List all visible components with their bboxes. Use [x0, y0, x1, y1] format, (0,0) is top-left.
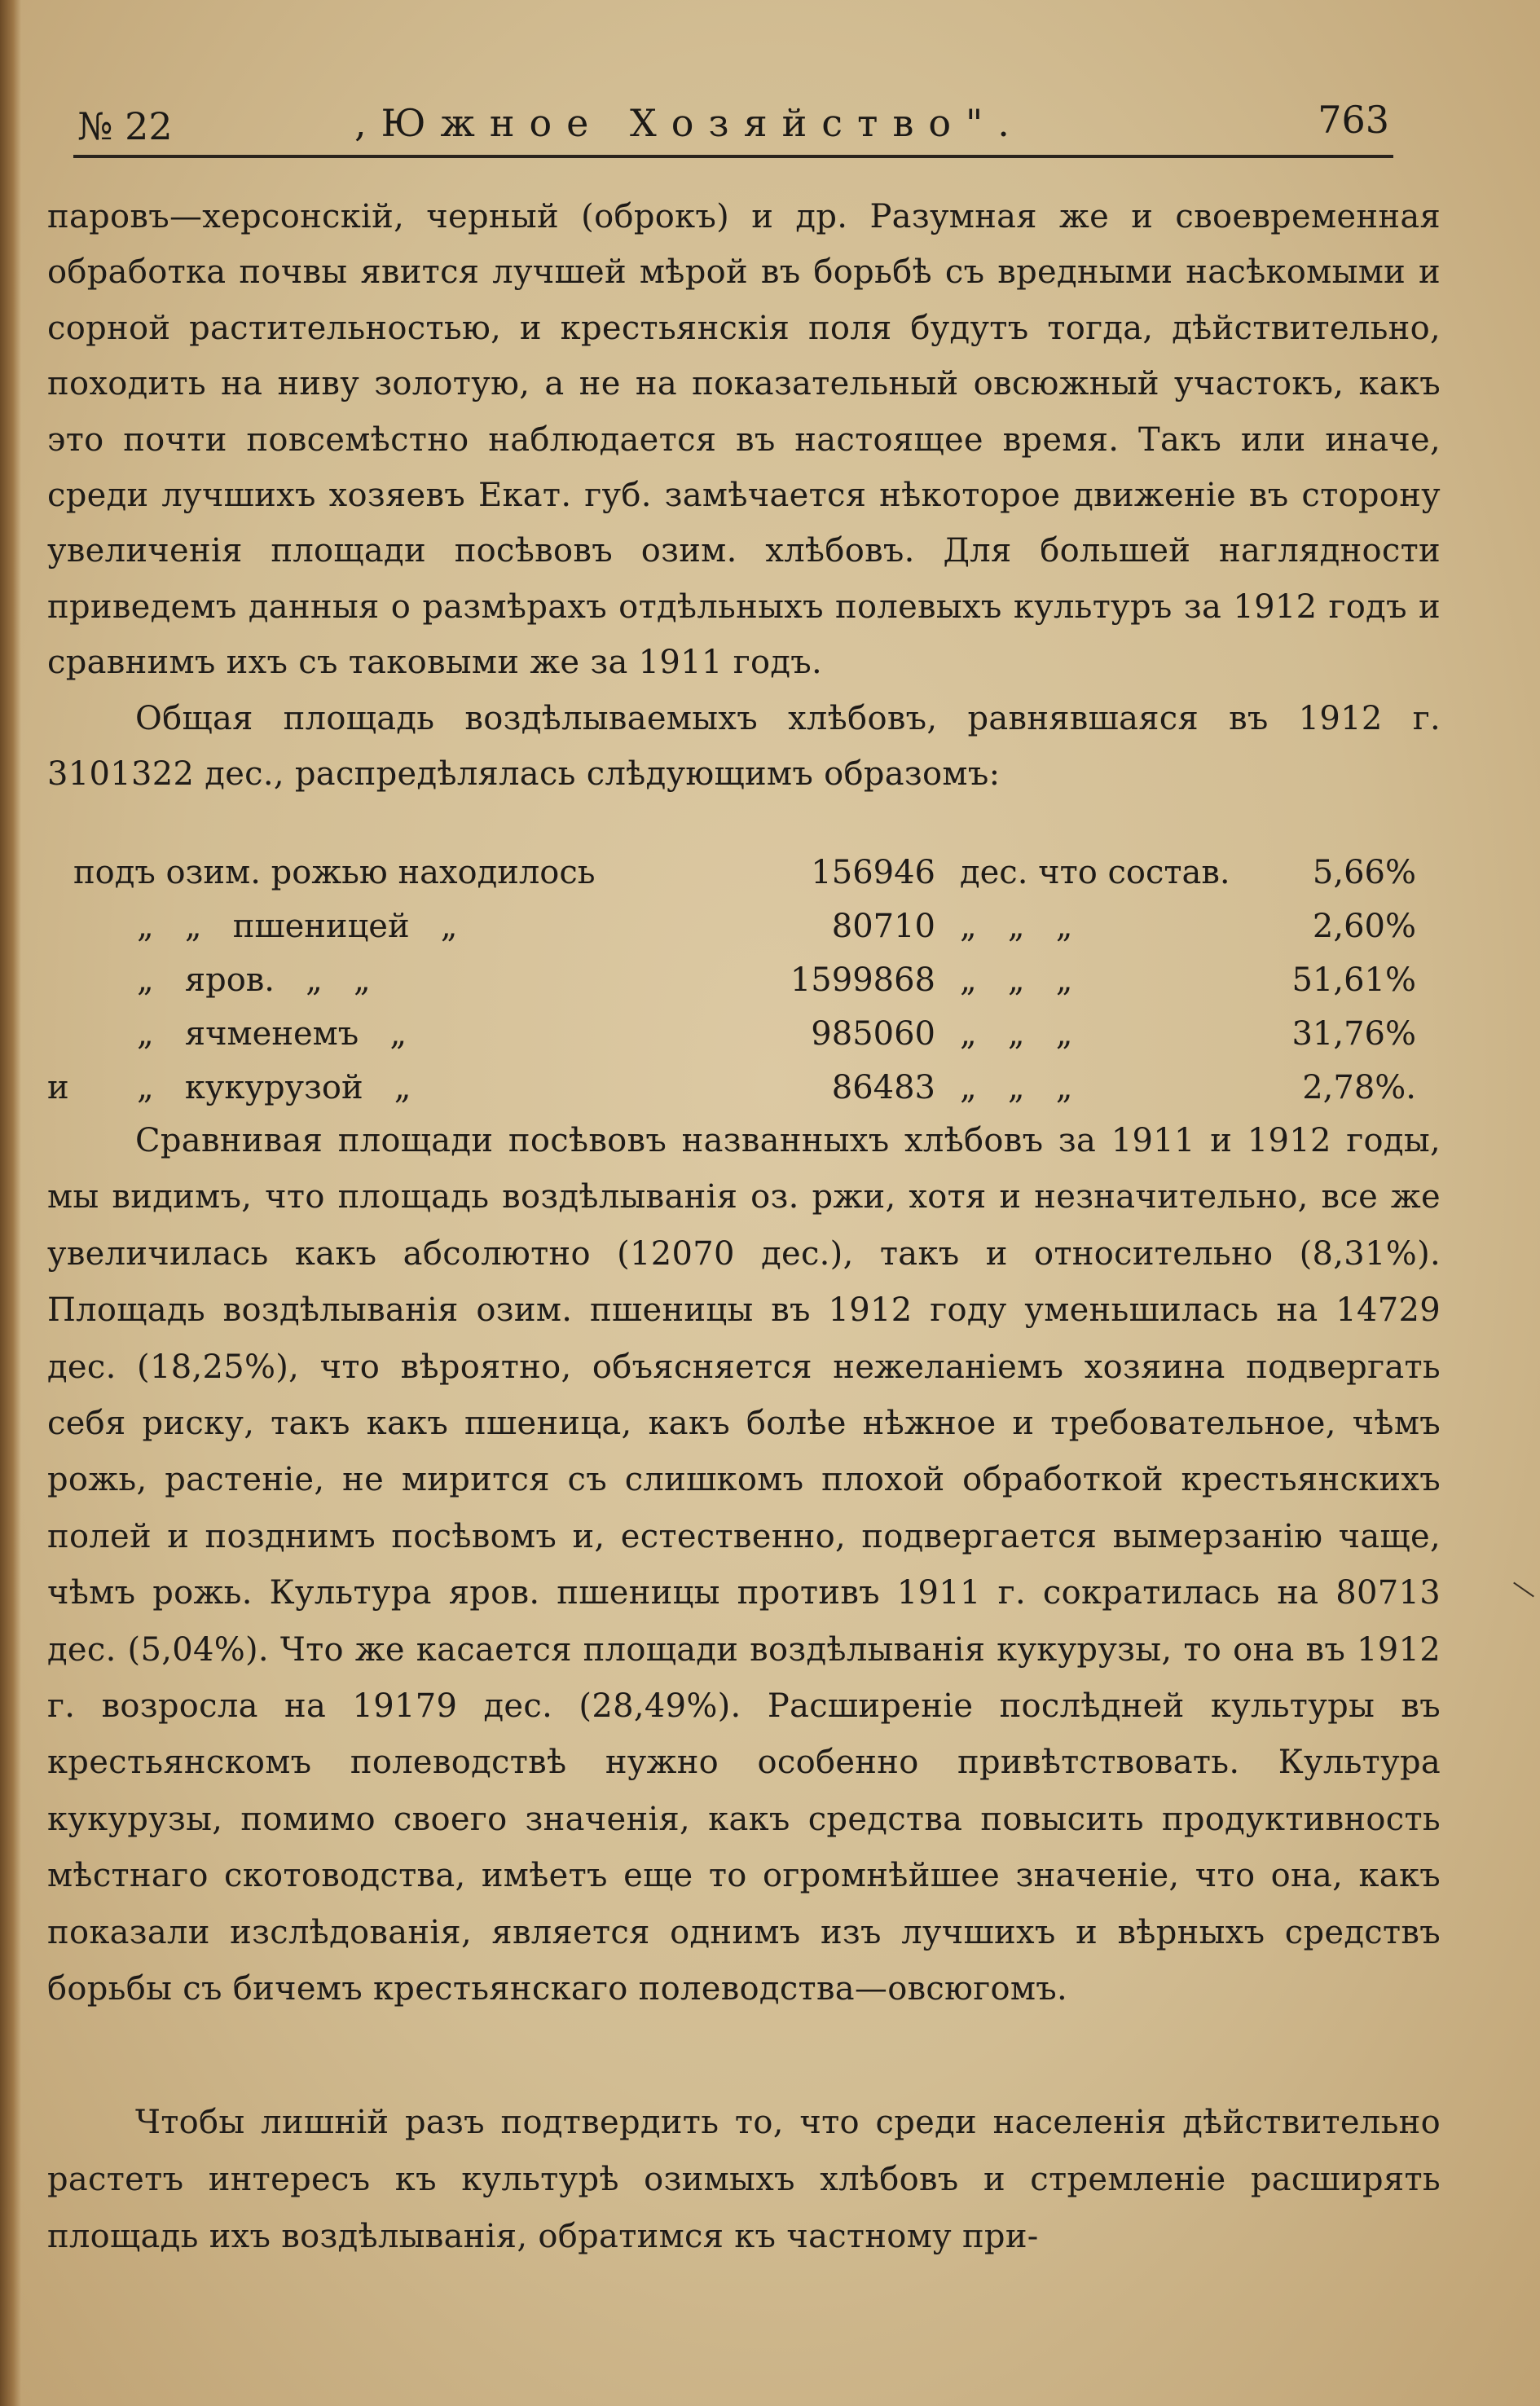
crop-table-row	[47, 1059, 1416, 1113]
body-text-top	[47, 189, 1441, 802]
row-value: 1599868	[790, 961, 935, 999]
row-label: „ яров. „ „	[137, 961, 371, 999]
row-unit: „ „ „	[960, 961, 1073, 999]
row-percent: 51,61%	[1291, 961, 1416, 999]
row-unit: дес. что состав.	[960, 854, 1230, 891]
row-percent: 31,76%	[1291, 1015, 1416, 1053]
row-value: 86483	[831, 1069, 935, 1106]
row-unit: „ „ „	[960, 1069, 1073, 1106]
row-prefix: и	[47, 1069, 69, 1106]
row-value: 80710	[831, 908, 935, 945]
body-text-middle	[47, 1113, 1441, 2018]
crop-table-row	[47, 898, 1416, 952]
row-value: 156946	[811, 854, 935, 891]
page-spine-shadow	[0, 0, 21, 2406]
row-label: „ кукурузой „	[137, 1069, 411, 1106]
body-text-bottom	[47, 2094, 1441, 2265]
crop-table-row	[47, 844, 1416, 898]
row-percent: 5,66%	[1312, 854, 1416, 891]
journal-title: ,Южное Хозяйство".	[354, 101, 1024, 145]
paragraph-total-area: Общая площадь воздѣлываемыхъ хлѣбовъ, равнявшаяся въ 1912 г. 3101322 дес., распредѣлялась слѣдующимъ образомъ:	[47, 699, 1441, 794]
crop-table-row	[47, 1005, 1416, 1059]
crop-table-row	[47, 952, 1416, 1005]
row-label: „ „ пшеницей „	[137, 908, 458, 945]
issue-number: № 22	[77, 104, 173, 148]
paragraph-comparison: Сравнивая площади посѣвовъ названныхъ хлѣбовъ за 1911 и 1912 годы, мы видимъ, что площадь воздѣлыванія оз. ржи, хотя и незначительно, все же увеличилась какъ абсолютно (12070 дес.), такъ и относительно (8,31%). Площадь воздѣлыванія озим. пшеницы въ 1912 году уменьшилась на 14729 дес. (18,25%), что вѣроятно, объясняется нежеланіемъ хозяина подвергать себя риску, такъ какъ пшеница, какъ болѣе нѣжное и требовательное, чѣмъ рожь, растеніе, не мирится съ слишкомъ плохой обработкой крестьянскихъ полей и позднимъ посѣвомъ и, естественно, подвергается вымерзанію чаще, чѣмъ рожь. Культура яров. пшеницы противъ 1911 г. сократилась на 80713 дес. (5,04%). Что же касается площади воздѣлыванія кукурузы, то она въ 1912 г. возросла на 19179 дес. (28,49%). Расширеніе послѣдней культуры въ крестьянскомъ полеводствѣ нужно особенно привѣтствовать. Культура кукурузы, помимо своего значенія, какъ средства повысить продуктивность мѣстнаго скотоводства, имѣетъ еще то огромнѣйшее значеніе, что она, какъ показали изслѣдованія, является однимъ изъ лучшихъ и вѣрныхъ средствъ борьбы съ бичемъ крестьянскаго полеводства—овсюгомъ.	[47, 1122, 1441, 2008]
row-unit: „ „ „	[960, 908, 1073, 945]
row-percent: 2,60%	[1312, 908, 1416, 945]
running-header	[77, 98, 1389, 155]
row-label: „ ячменемъ „	[137, 1015, 407, 1053]
row-percent: 2,78%.	[1302, 1069, 1416, 1106]
paragraph-continuation: паровъ—херсонскій, черный (оброкъ) и др. Разумная же и своевременная обработка почвы явится лучшей мѣрой въ борьбѣ съ вредными насѣкомыми и сорной растительностью, и крестьянскія поля будутъ тогда, дѣйствительно, походить на ниву золотую, а не на показательный овсюжный участокъ, какъ это почти повсемѣстно наблюдается въ настоящее время. Такъ или иначе, среди лучшихъ хозяевъ Екат. губ. замѣчается нѣкоторое движеніе въ сторону увеличенія площади посѣвовъ озим. хлѣбовъ. Для большей наглядности приведемъ данныя о размѣрахъ отдѣльныхъ полевыхъ культуръ за 1912 годъ и сравнимъ ихъ съ таковыми же за 1911 годъ.	[47, 198, 1441, 682]
page-number: 763	[1318, 98, 1389, 142]
header-rule	[73, 155, 1393, 158]
row-label: подъ озим. рожью находилось	[73, 854, 596, 891]
row-value: 985060	[811, 1015, 935, 1053]
paragraph-closing: Чтобы лишній разъ подтвердить то, что среди населенія дѣйствительно растетъ интересъ къ культурѣ озимыхъ хлѣбовъ и стремленіе расширять площадь ихъ воздѣлыванія, обратимся къ частному при-	[47, 2104, 1441, 2255]
margin-mark	[1513, 1582, 1534, 1598]
row-unit: „ „ „	[960, 1015, 1073, 1053]
